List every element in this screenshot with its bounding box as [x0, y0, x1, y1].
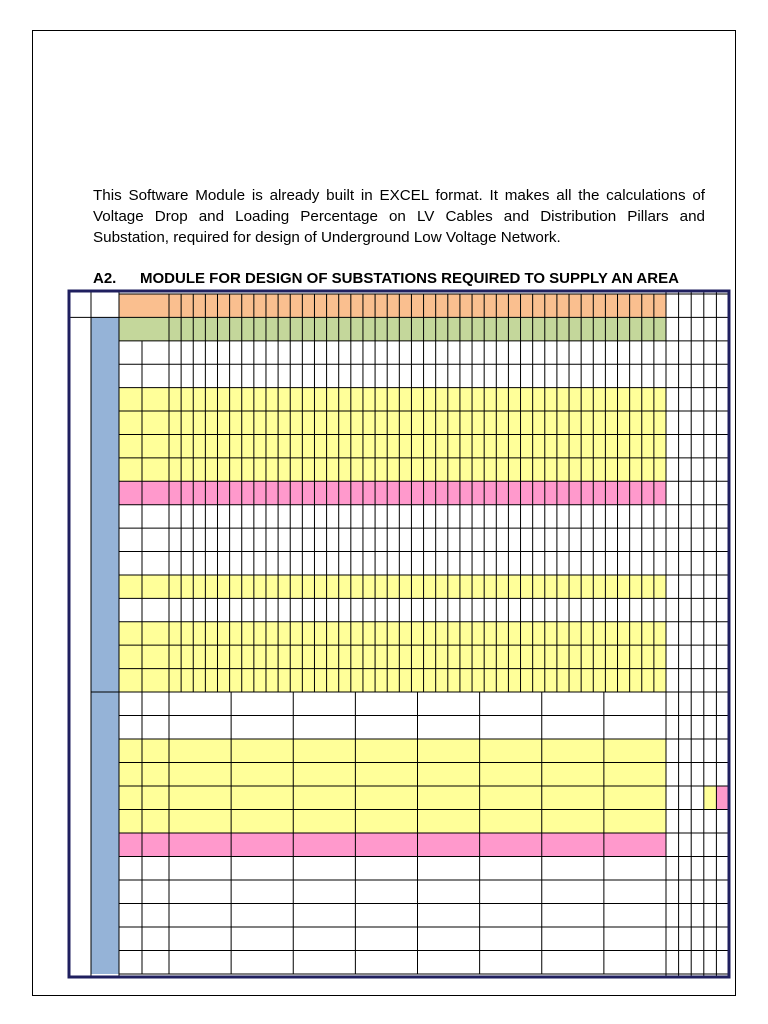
- side-band: [91, 317, 119, 974]
- upper-row-8: [119, 458, 666, 481]
- lower-row-10: [119, 904, 666, 928]
- lower-row-11: [119, 927, 666, 951]
- upper-row-17: [119, 669, 666, 692]
- upper-row-5: [119, 388, 666, 411]
- section-number: A2.: [93, 270, 117, 287]
- lower-row-6: [119, 810, 666, 834]
- upper-row-6: [119, 411, 666, 434]
- upper-row-2: [119, 317, 666, 340]
- right-panel-highlight-1: [704, 786, 717, 810]
- upper-row-7: [119, 434, 666, 457]
- upper-row-14: [119, 598, 666, 621]
- lower-row-9: [119, 880, 666, 904]
- upper-row-1: [119, 294, 666, 317]
- section-title: MODULE FOR DESIGN OF SUBSTATIONS REQUIRED TO SUPPLY AN AREA: [140, 270, 679, 287]
- lower-row-1: [119, 692, 666, 716]
- lower-row-8: [119, 857, 666, 881]
- lower-row-3: [119, 739, 666, 763]
- lower-row-5: [119, 786, 666, 810]
- intro-paragraph: This Software Module is already built in EXCEL format. It makes all the calculations of Voltage Drop and Loading Percentage on LV Cables and Distribution Pillars and Substation, required for design of Underground Low Voltage Network.: [93, 187, 705, 246]
- upper-row-12: [119, 552, 666, 575]
- lower-row-7: [119, 833, 666, 857]
- upper-row-11: [119, 528, 666, 551]
- upper-row-16: [119, 645, 666, 668]
- right-panel-highlight-2: [716, 786, 729, 810]
- upper-row-3: [119, 341, 666, 364]
- upper-row-9: [119, 481, 666, 504]
- upper-row-4: [119, 364, 666, 387]
- upper-row-15: [119, 622, 666, 645]
- lower-row-4: [119, 763, 666, 787]
- upper-row-13: [119, 575, 666, 598]
- upper-row-10: [119, 505, 666, 528]
- lower-row-12: [119, 951, 666, 975]
- lower-row-2: [119, 716, 666, 740]
